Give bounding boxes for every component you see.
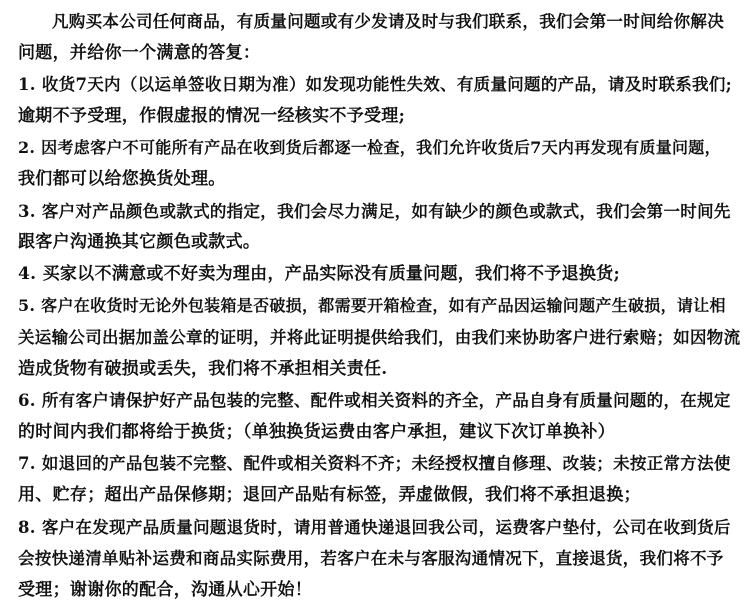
policy-item-2-line-2: 我们都可以给您换货处理。 xyxy=(18,168,226,189)
policy-item-1-line-1: 1. 收货7天内（以运单签收日期为准）如发现功能性失效、有质量问题的产品，请及时联系我们; xyxy=(18,75,733,95)
policy-item-5-line-1: 5. 客户在收货时无论外包装箱是否破损，都需要开箱检查，如有产品因运输问题产生破损，请让相 xyxy=(18,296,726,316)
policy-item-8-line-3: 受理；谢谢你的配合，沟通从心开始！ xyxy=(18,579,313,600)
policy-item-3-line-1: 3. 客户对产品颜色或款式的指定，我们会尽力满足，如有缺少的颜色或款式，我们会第一时间先 xyxy=(18,201,731,221)
policy-item-1-line-2: 逾期不予受理，作假虚报的情况一经核实不予受理; xyxy=(18,105,406,126)
policy-item-7-line-2: 用、贮存；超出产品保修期；退回产品贴有标签，弄虚做假，我们将不承担退换； xyxy=(18,484,641,505)
policy-item-8-line-2: 会按快递清单贴补运费和商品实际费用，若客户在未与客服沟通情况下，直接退货，我们将不予 xyxy=(18,549,724,569)
intro-line-1: 凡购买本公司任何商品，有质量问题或有少发请及时与我们联系，我们会第一时间给你解决 xyxy=(52,12,724,31)
intro-line-2: 问题，并给你一个满意的答复： xyxy=(18,42,261,63)
policy-item-2-line-1: 2. 因考虑客户不可能所有产品在收到货后都逐一检查，我们允许收货后7天内再发现有质量问题， xyxy=(18,138,721,158)
policy-item-7-line-1: 7. 如退回的产品包装不完整、配件或相关资料不齐；未经授权擅自修理、改装；未按正常方法使 xyxy=(18,454,731,474)
policy-item-4-line-1: 4. 买家以不满意或不好卖为理由，产品实际没有质量问题，我们将不予退换货; xyxy=(18,263,621,284)
policy-item-5-line-3: 造成货物有破损或丢失，我们将不承担相关责任. xyxy=(18,358,388,379)
policy-item-8-line-1: 8. 客户在发现产品质量问题退货时，请用普通快递退回我公司，运费客户垫付，公司在收到货后 xyxy=(18,517,731,537)
policy-item-3-line-2: 跟客户沟通换其它颜色或款式。 xyxy=(18,232,261,253)
policy-item-6-line-1: 6. 所有客户请保护好产品包装的完整、配件或相关资料的齐全，产品自身有质量问题的，在规定 xyxy=(18,391,731,411)
policy-item-6-line-2: 的时间内我们都将给于换货；（单独换货运费由客户承担，建议下次订单换补） xyxy=(18,421,615,442)
policy-item-5-line-2: 关运输公司出据加盖公章的证明，并将此证明提供给我们，由我们来协助客户进行索赔；如因物流 xyxy=(18,327,741,347)
